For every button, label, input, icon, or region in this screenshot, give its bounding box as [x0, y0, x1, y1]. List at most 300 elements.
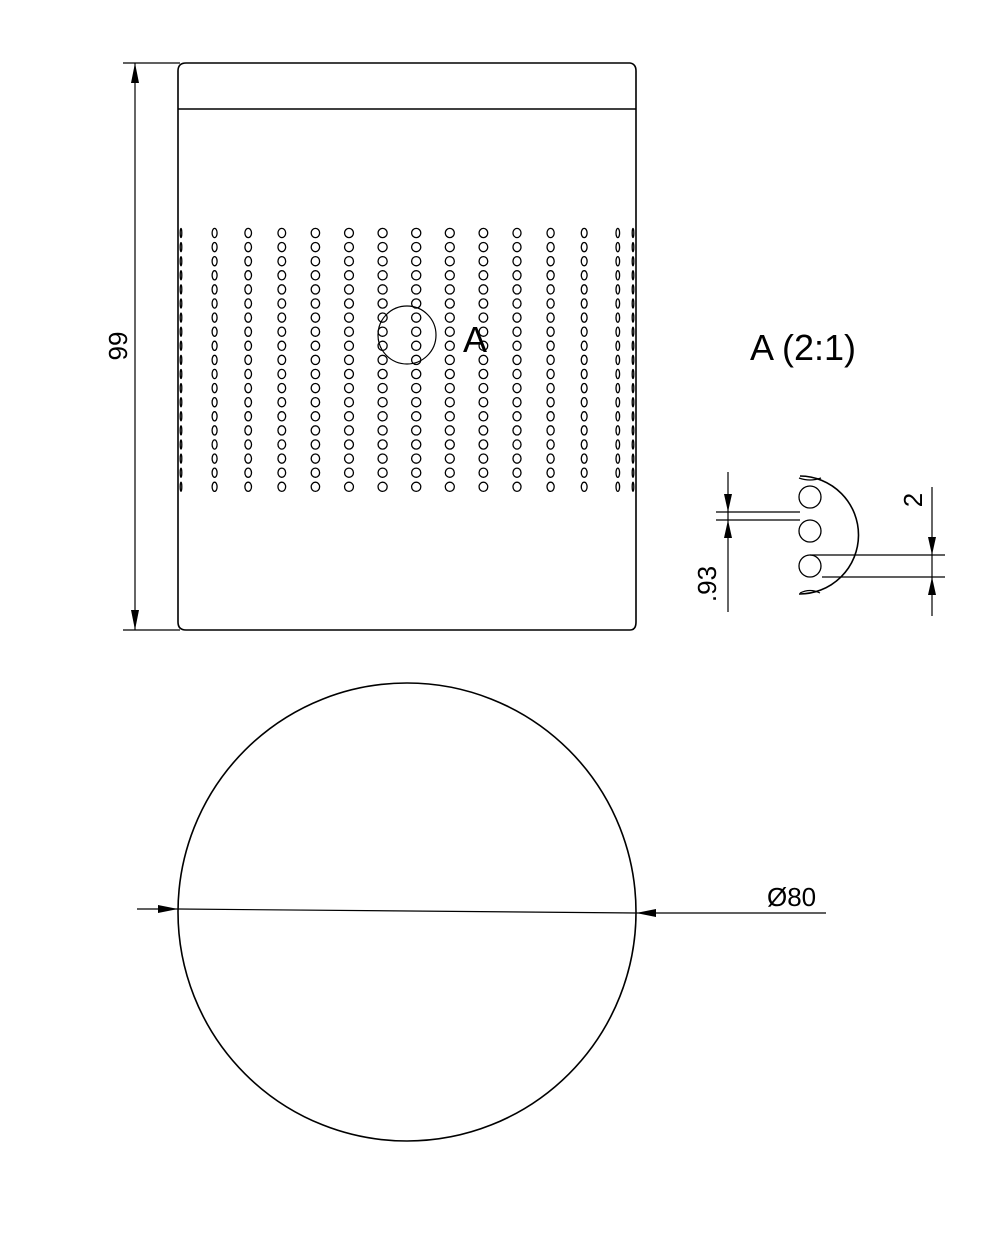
perforation-hole [180, 243, 182, 252]
perforation-hole [180, 412, 182, 421]
perforation-hole [278, 285, 286, 294]
detail-hole-1 [799, 486, 821, 508]
perforation-hole [212, 454, 217, 463]
perforation-hole [412, 285, 421, 294]
perforation-hole [632, 384, 634, 393]
perforation-hole [445, 313, 454, 322]
dimension-arrow-bottom [131, 610, 139, 630]
perforation-hole [180, 440, 182, 449]
perforation-hole [445, 341, 454, 350]
perforation-hole [245, 384, 252, 393]
perforation-hole [581, 228, 587, 237]
perforation-hole [345, 369, 354, 378]
perforation-hole [547, 327, 554, 336]
perforation-hole [212, 327, 217, 336]
perforation-hole [212, 412, 217, 421]
perforation-hole [412, 454, 421, 463]
perforation-hole [245, 482, 252, 491]
perforation-hole [513, 327, 521, 336]
perforation-hole [311, 313, 319, 322]
perforation-hole [311, 243, 319, 252]
perforation-hole [345, 299, 354, 308]
top-view [137, 683, 826, 1141]
perforation-hole [445, 243, 454, 252]
perforation-hole [616, 271, 620, 280]
perforation-hole [245, 257, 252, 266]
perforation-hole [180, 271, 182, 280]
perforation-hole [616, 482, 620, 491]
perforation-hole [581, 299, 587, 308]
perforation-hole [632, 299, 634, 308]
perforation-hole [632, 468, 634, 477]
perforation-hole [616, 243, 620, 252]
perforation-hole [378, 257, 387, 266]
perforation-hole [245, 228, 252, 237]
perforation-hole [278, 327, 286, 336]
perforation-hole [378, 468, 387, 477]
perforation-hole [311, 341, 319, 350]
perforation-hole [445, 369, 454, 378]
perforation-hole [632, 355, 634, 364]
perforation-hole [616, 384, 620, 393]
perforation-hole [513, 412, 521, 421]
perforation-hole [445, 384, 454, 393]
perforation-hole [180, 327, 182, 336]
perforation-hole [345, 412, 354, 421]
dimension-arrow-up [928, 577, 936, 595]
perforation-hole [513, 271, 521, 280]
perforation-hole [581, 426, 587, 435]
perforation-hole [212, 313, 217, 322]
perforation-hole [581, 398, 587, 407]
perforation-hole [445, 327, 454, 336]
perforation-hole [180, 257, 182, 266]
perforation-hole [345, 341, 354, 350]
perforation-hole [479, 228, 488, 237]
spacing-dimension [692, 472, 800, 612]
perforation-hole [513, 482, 521, 491]
perforation-hole [616, 468, 620, 477]
perforation-hole [212, 228, 217, 237]
perforation-hole [378, 398, 387, 407]
perforation-hole [581, 313, 587, 322]
perforation-hole [547, 243, 554, 252]
perforation-hole [445, 426, 454, 435]
perforation-hole [278, 228, 286, 237]
perforation-hole [632, 398, 634, 407]
perforation-hole [581, 243, 587, 252]
perforation-hole [311, 299, 319, 308]
front-view [178, 63, 636, 630]
perforation-hole [616, 341, 620, 350]
perforation-hole [345, 243, 354, 252]
perforation-hole [245, 313, 252, 322]
perforation-hole [581, 257, 587, 266]
perforation-hole [616, 257, 620, 266]
perforation-hole [632, 228, 634, 237]
perforation-hole [616, 327, 620, 336]
detail-view-title: A (2:1) [750, 327, 857, 368]
perforation-hole [212, 369, 217, 378]
detail-hole-3 [799, 555, 821, 577]
perforation-hole [378, 243, 387, 252]
perforation-hole [345, 440, 354, 449]
perforation-hole [513, 313, 521, 322]
perforation-hole [412, 271, 421, 280]
dimension-arrow-left [158, 905, 178, 913]
perforation-hole [513, 243, 521, 252]
perforation-pattern [180, 228, 634, 491]
perforation-hole [445, 482, 454, 491]
perforation-hole [513, 468, 521, 477]
perforation-hole [345, 285, 354, 294]
perforation-hole [412, 257, 421, 266]
hole-dimension-text: 2 [898, 492, 928, 508]
perforation-hole [513, 228, 521, 237]
perforation-hole [378, 327, 387, 336]
perforation-hole [245, 412, 252, 421]
perforation-hole [180, 426, 182, 435]
perforation-hole [632, 482, 634, 491]
perforation-hole [547, 454, 554, 463]
perforation-hole [616, 355, 620, 364]
perforation-hole [632, 426, 634, 435]
perforation-hole [278, 313, 286, 322]
perforation-hole [616, 412, 620, 421]
perforation-hole [547, 341, 554, 350]
perforation-hole [547, 369, 554, 378]
detail-hole-2 [799, 520, 821, 542]
perforation-hole [547, 355, 554, 364]
perforation-hole [180, 285, 182, 294]
perforation-hole [212, 482, 217, 491]
perforation-hole [616, 369, 620, 378]
perforation-hole [311, 440, 319, 449]
perforation-hole [445, 299, 454, 308]
perforation-hole [378, 440, 387, 449]
perforation-hole [345, 398, 354, 407]
perforation-hole [378, 454, 387, 463]
perforation-hole [345, 426, 354, 435]
perforation-hole [632, 440, 634, 449]
perforation-hole [212, 440, 217, 449]
perforation-hole [547, 426, 554, 435]
perforation-hole [616, 285, 620, 294]
perforation-hole [581, 482, 587, 491]
perforation-hole [581, 341, 587, 350]
perforation-hole [513, 384, 521, 393]
perforation-hole [345, 257, 354, 266]
perforation-hole [513, 257, 521, 266]
perforation-hole [311, 398, 319, 407]
perforation-hole [245, 285, 252, 294]
perforation-hole [513, 369, 521, 378]
perforation-hole [278, 482, 286, 491]
perforation-hole [311, 285, 319, 294]
perforation-hole [378, 299, 387, 308]
perforation-hole [412, 369, 421, 378]
perforation-hole [278, 341, 286, 350]
perforation-hole [245, 327, 252, 336]
perforation-hole [311, 355, 319, 364]
perforation-hole [212, 426, 217, 435]
perforation-hole [412, 398, 421, 407]
perforation-hole [345, 454, 354, 463]
perforation-hole [345, 482, 354, 491]
basket-outline [178, 63, 636, 630]
perforation-hole [412, 243, 421, 252]
perforation-hole [412, 341, 421, 350]
perforation-hole [547, 228, 554, 237]
dimension-arrow-top [131, 63, 139, 83]
perforation-hole [479, 426, 488, 435]
perforation-hole [547, 412, 554, 421]
perforation-hole [616, 440, 620, 449]
perforation-hole [212, 384, 217, 393]
perforation-hole [345, 271, 354, 280]
perforation-hole [445, 468, 454, 477]
perforation-hole [180, 468, 182, 477]
perforation-hole [632, 313, 634, 322]
perforation-hole [445, 285, 454, 294]
perforation-hole [547, 299, 554, 308]
perforation-hole [278, 426, 286, 435]
perforation-hole [311, 454, 319, 463]
perforation-hole [212, 285, 217, 294]
perforation-hole [632, 243, 634, 252]
perforation-hole [412, 440, 421, 449]
perforation-hole [412, 412, 421, 421]
perforation-hole [632, 285, 634, 294]
perforation-hole [278, 369, 286, 378]
perforation-hole [616, 228, 620, 237]
perforation-hole [345, 355, 354, 364]
perforation-hole [547, 271, 554, 280]
perforation-hole [412, 468, 421, 477]
perforation-hole [479, 285, 488, 294]
perforation-hole [616, 398, 620, 407]
perforation-hole [479, 468, 488, 477]
perforation-hole [412, 228, 421, 237]
perforation-hole [445, 412, 454, 421]
perforation-hole [581, 285, 587, 294]
perforation-hole [212, 468, 217, 477]
perforation-hole [278, 243, 286, 252]
perforation-hole [632, 341, 634, 350]
perforation-hole [412, 482, 421, 491]
perforation-hole [581, 384, 587, 393]
dimension-arrow-right [636, 909, 656, 917]
perforation-hole [278, 257, 286, 266]
perforation-hole [311, 468, 319, 477]
perforation-hole [513, 440, 521, 449]
perforation-hole [345, 327, 354, 336]
perforation-hole [212, 398, 217, 407]
perforation-hole [245, 369, 252, 378]
perforation-hole [445, 257, 454, 266]
perforation-hole [581, 454, 587, 463]
perforation-hole [547, 440, 554, 449]
perforation-hole [479, 454, 488, 463]
perforation-hole [311, 271, 319, 280]
height-dimension [103, 63, 180, 630]
perforation-hole [345, 384, 354, 393]
perforation-hole [345, 313, 354, 322]
perforation-hole [278, 299, 286, 308]
perforation-hole [632, 454, 634, 463]
perforation-hole [245, 271, 252, 280]
perforation-hole [412, 384, 421, 393]
perforation-hole [378, 482, 387, 491]
detail-callout-circle [378, 306, 436, 364]
perforation-hole [311, 257, 319, 266]
perforation-hole [479, 482, 488, 491]
perforation-hole [445, 440, 454, 449]
height-dimension-text: 99 [103, 331, 133, 361]
perforation-hole [513, 341, 521, 350]
perforation-hole [180, 299, 182, 308]
perforation-hole [479, 440, 488, 449]
perforation-hole [212, 355, 217, 364]
perforation-hole [547, 285, 554, 294]
perforation-hole [513, 355, 521, 364]
perforation-hole [513, 454, 521, 463]
perforation-hole [412, 426, 421, 435]
perforation-hole [378, 355, 387, 364]
perforation-hole [547, 257, 554, 266]
perforation-hole [278, 468, 286, 477]
perforation-hole [245, 426, 252, 435]
perforation-hole [212, 243, 217, 252]
perforation-hole [278, 454, 286, 463]
perforation-hole [345, 228, 354, 237]
perforation-hole [278, 384, 286, 393]
perforation-hole [412, 313, 421, 322]
perforation-hole [632, 369, 634, 378]
perforation-hole [378, 384, 387, 393]
perforation-hole [245, 454, 252, 463]
diameter-dimension-text: Ø80 [767, 882, 817, 912]
perforation-hole [278, 355, 286, 364]
perforation-hole [278, 271, 286, 280]
perforation-hole [311, 369, 319, 378]
perforation-hole [311, 228, 319, 237]
perforation-hole [245, 468, 252, 477]
perforation-hole [378, 285, 387, 294]
perforation-hole [632, 327, 634, 336]
perforation-hole [581, 440, 587, 449]
perforation-hole [479, 243, 488, 252]
hole-dimension [810, 487, 945, 616]
perforation-hole [311, 327, 319, 336]
perforation-hole [245, 440, 252, 449]
perforation-hole [445, 355, 454, 364]
perforation-hole [378, 369, 387, 378]
perforation-hole [245, 341, 252, 350]
perforation-hole [479, 398, 488, 407]
perforation-hole [547, 384, 554, 393]
perforation-hole [180, 355, 182, 364]
perforation-hole [212, 341, 217, 350]
perforation-hole [581, 271, 587, 280]
perforation-hole [616, 454, 620, 463]
perforation-hole [616, 299, 620, 308]
perforation-hole [180, 341, 182, 350]
perforation-hole [378, 412, 387, 421]
dimension-arrow-down [724, 494, 732, 512]
perforation-hole [479, 271, 488, 280]
perforation-hole [632, 271, 634, 280]
perforation-hole [345, 468, 354, 477]
perforation-hole [180, 313, 182, 322]
perforation-hole [378, 228, 387, 237]
perforation-hole [479, 257, 488, 266]
perforation-hole [479, 384, 488, 393]
perforation-hole [180, 384, 182, 393]
perforation-hole [445, 228, 454, 237]
perforation-hole [445, 271, 454, 280]
perforation-hole [479, 369, 488, 378]
perforation-hole [212, 257, 217, 266]
perforation-hole [616, 313, 620, 322]
perforation-hole [245, 398, 252, 407]
perforation-hole [212, 299, 217, 308]
perforation-hole [245, 243, 252, 252]
perforation-hole [412, 327, 421, 336]
perforation-hole [278, 440, 286, 449]
perforation-hole [180, 454, 182, 463]
detail-callout-label: A [463, 319, 488, 360]
detail-view [692, 327, 945, 616]
perforation-hole [581, 412, 587, 421]
perforation-hole [581, 355, 587, 364]
perforation-hole [278, 398, 286, 407]
perforation-hole [212, 271, 217, 280]
perforation-hole [245, 299, 252, 308]
perforation-hole [311, 482, 319, 491]
perforation-hole [311, 412, 319, 421]
perforation-hole [513, 299, 521, 308]
perforation-hole [311, 384, 319, 393]
perforation-hole [547, 468, 554, 477]
perforation-hole [311, 426, 319, 435]
perforation-hole [479, 299, 488, 308]
spacing-dimension-text: .93 [692, 565, 722, 603]
perforation-hole [378, 271, 387, 280]
perforation-hole [180, 482, 182, 491]
perforation-hole [278, 412, 286, 421]
diameter-dimension [137, 882, 826, 917]
perforation-hole [513, 285, 521, 294]
dimension-arrow-down [928, 537, 936, 555]
perforation-hole [513, 398, 521, 407]
perforation-hole [581, 468, 587, 477]
dimension-arrow-up [724, 520, 732, 538]
perforation-hole [632, 257, 634, 266]
perforation-hole [547, 482, 554, 491]
perforation-hole [245, 355, 252, 364]
perforation-hole [445, 454, 454, 463]
perforation-hole [632, 412, 634, 421]
perforation-hole [180, 228, 182, 237]
perforation-hole [581, 369, 587, 378]
perforation-hole [180, 369, 182, 378]
perforation-hole [180, 398, 182, 407]
perforation-hole [479, 412, 488, 421]
perforation-hole [445, 398, 454, 407]
perforation-hole [581, 327, 587, 336]
perforation-hole [547, 313, 554, 322]
